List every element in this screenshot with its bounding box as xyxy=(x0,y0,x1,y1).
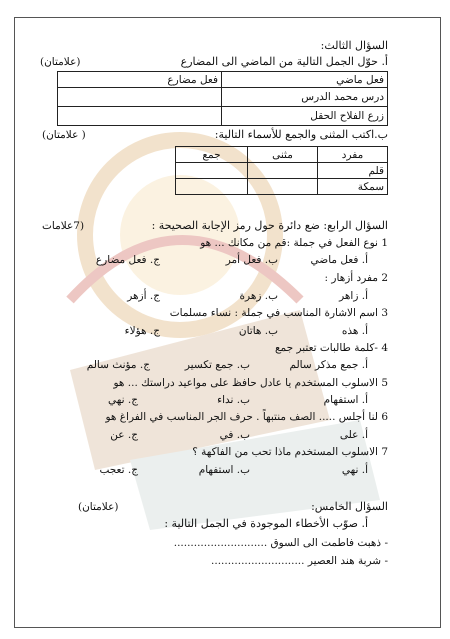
option-a[interactable]: أ. زاهر xyxy=(339,290,368,302)
table-dual-plural xyxy=(175,146,388,195)
option-b[interactable]: ب. استفهام xyxy=(198,464,250,476)
answer-cell[interactable] xyxy=(176,179,248,195)
option-b[interactable]: ب. زهرة xyxy=(239,290,278,302)
table-cell: مفرد xyxy=(318,147,388,163)
question-text: 6 لنا أجلس ..... الصف منتبهاً . حرف الجر المناسب في الفراغ هو xyxy=(105,411,388,423)
correction-line-1: - ذهبت فاطمت الى السوق ............................ xyxy=(173,537,388,549)
table-cell: زرع الفلاح الحقل xyxy=(222,107,388,126)
q5-marks: (علامتان) xyxy=(78,501,119,513)
answer-cell[interactable] xyxy=(248,163,318,179)
q5-a-instruction: أ. صوّب الأخطاء الموجودة في الجمل التالية : xyxy=(164,517,368,530)
q3-a-marks: (علامتان) xyxy=(40,56,81,68)
option-b[interactable]: ب. فعل أمر xyxy=(225,254,278,266)
option-a[interactable]: أ. جمع مذكر سالم xyxy=(289,359,368,371)
option-c[interactable]: ج. هؤلاء xyxy=(124,325,160,337)
table-past-present xyxy=(57,71,388,126)
option-c[interactable]: ج. نهي xyxy=(108,394,138,406)
option-c[interactable]: ج. مؤنث سالم xyxy=(86,359,150,371)
option-c[interactable]: ج. عن xyxy=(110,429,138,441)
option-a[interactable]: أ. استفهام xyxy=(323,394,368,406)
q3-b-marks: ( علامتان) xyxy=(42,129,86,141)
option-c[interactable]: ج. أزهر xyxy=(127,290,160,302)
table-cell: جمع xyxy=(176,147,248,163)
table-row xyxy=(176,179,388,195)
correction-line-2: - شربة هند العصير ............................ xyxy=(211,555,388,567)
q3-title: السؤال الثالث: xyxy=(320,39,388,52)
q3-a-instruction: أ. حوّل الجمل التالية من الماضي الى المضارع xyxy=(180,55,388,68)
option-b[interactable]: ب. نداء xyxy=(217,394,250,406)
table-cell: مثنى xyxy=(248,147,318,163)
option-c[interactable]: ج. فعل مضارع xyxy=(95,254,160,266)
table-row xyxy=(58,72,388,88)
option-b[interactable]: ب. جمع تكسير xyxy=(184,359,250,371)
answer-cell[interactable] xyxy=(58,107,222,126)
option-a[interactable]: أ. نهي xyxy=(341,464,368,476)
table-cell: فعل ماضي xyxy=(222,72,388,88)
question-text: 4 -كلمة طالبات تعتبر جمع xyxy=(274,342,388,354)
table-row xyxy=(58,107,388,126)
table-cell: درس محمد الدرس xyxy=(222,88,388,107)
question-text: 2 مفرد أزهار : xyxy=(324,272,388,284)
table-cell: سمكة xyxy=(318,179,388,195)
q4-marks: (7علامات xyxy=(42,220,85,232)
option-a[interactable]: أ. على xyxy=(339,429,368,441)
question-text: 3 اسم الاشارة المناسب في جملة : نساء مسلمات xyxy=(169,307,388,319)
table-row xyxy=(176,163,388,179)
table-row xyxy=(58,88,388,107)
answer-cell[interactable] xyxy=(58,88,222,107)
table-cell: قلم xyxy=(318,163,388,179)
option-b[interactable]: ب. في xyxy=(219,429,250,441)
answer-cell[interactable] xyxy=(248,179,318,195)
table-row xyxy=(176,147,388,163)
table-cell: فعل مضارع xyxy=(58,72,222,88)
answer-cell[interactable] xyxy=(176,163,248,179)
option-a[interactable]: أ. فعل ماضي xyxy=(310,254,368,266)
question-text: 1 نوع الفعل في جملة :قم من مكانك ... هو xyxy=(200,237,388,249)
option-b[interactable]: ب. هاتان xyxy=(238,325,278,337)
option-a[interactable]: أ. هذه xyxy=(341,325,368,337)
option-c[interactable]: ج. تعجب xyxy=(99,464,138,476)
question-text: 5 الاسلوب المستخدم يا عادل حافظ على مواعيد دراستك ... هو xyxy=(113,377,388,389)
question-text: 7 الاسلوب المستخدم ماذا تحب من الفاكهة ؟ xyxy=(192,446,388,458)
q4-title: السؤال الرابع: ضع دائرة حول رمز الإجابة الصحيحة : xyxy=(151,219,388,232)
q5-title: السؤال الخامس: xyxy=(311,500,388,513)
q3-b-instruction: ب.اكتب المثنى والجمع للأسماء التالية: xyxy=(214,128,388,141)
